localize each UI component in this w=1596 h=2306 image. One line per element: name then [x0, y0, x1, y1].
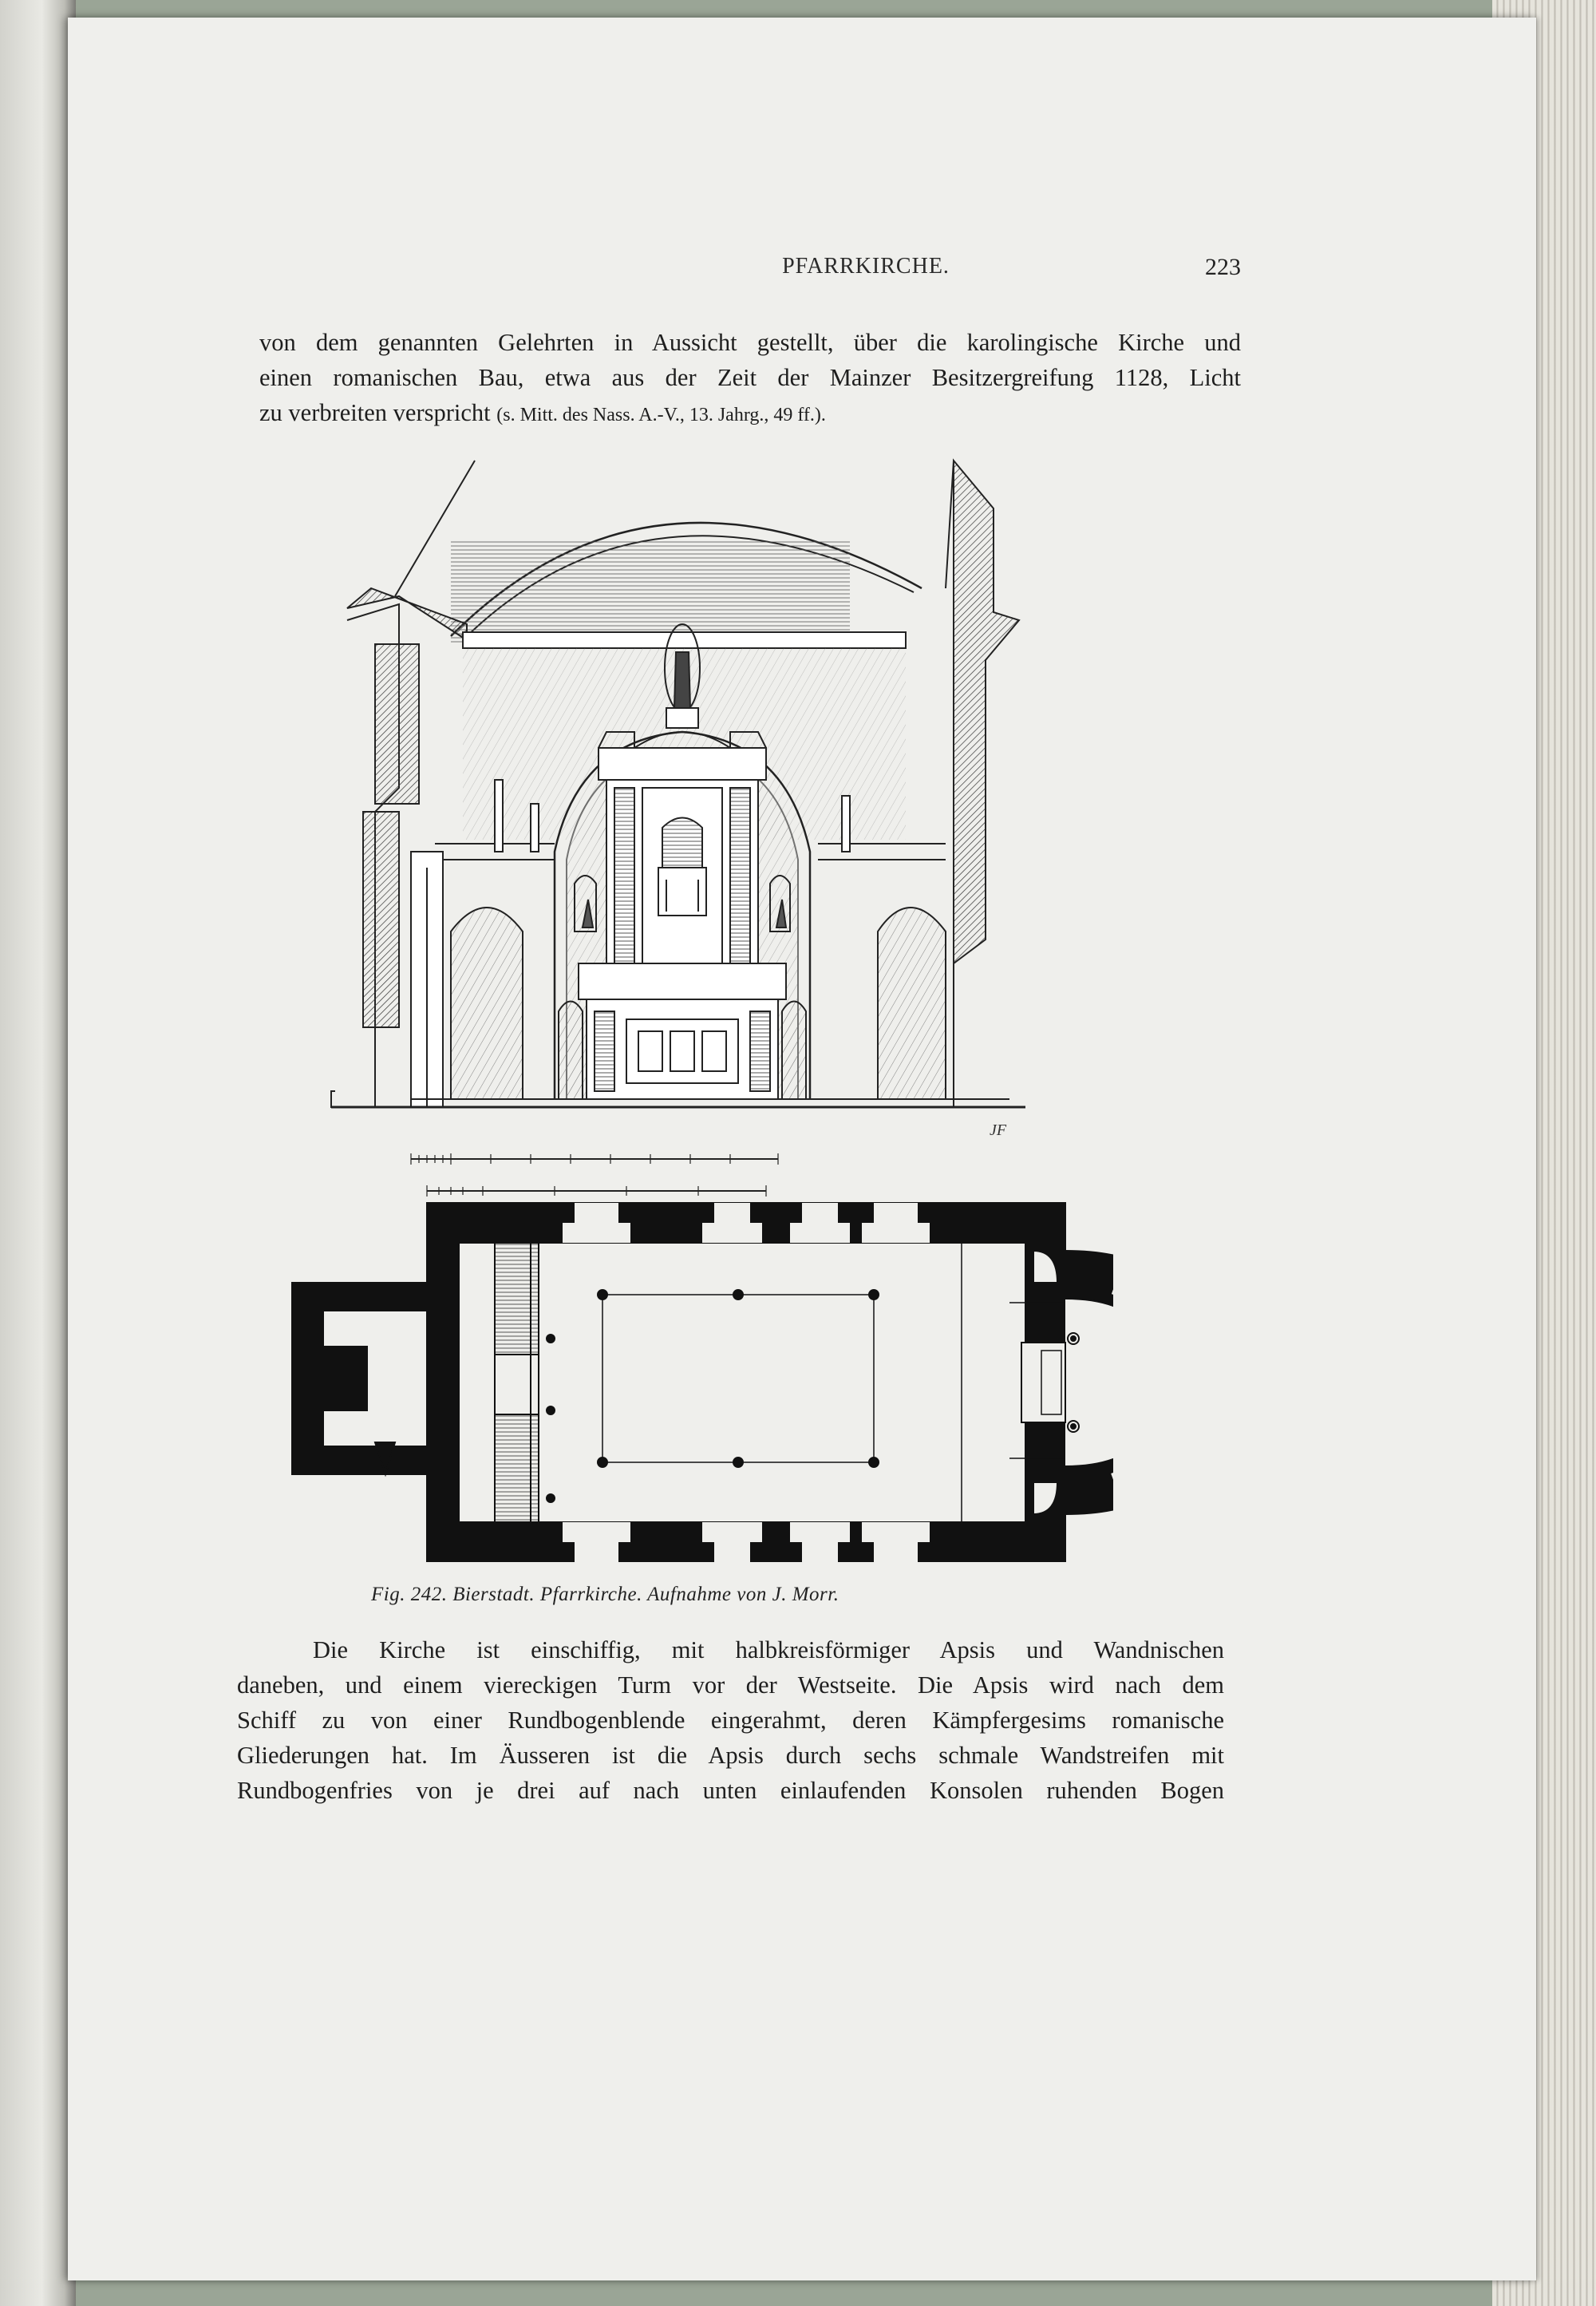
- text-line-main: zu verbreiten verspricht: [259, 399, 491, 426]
- running-head: PFARRKIRCHE.: [782, 254, 950, 279]
- citation: (s. Mitt. des Nass. A.-V., 13. Jahrg., 49 ff.).: [496, 405, 826, 425]
- top-paragraph: [259, 325, 1241, 433]
- church-ground-plan: [291, 1203, 1113, 1562]
- artist-signature: JF: [990, 1121, 1007, 1139]
- text-line: Gliederungen hat. Im Äusseren ist die Apsis durch sechs schmale Wandstreifen mit: [237, 1742, 1224, 1769]
- left-facing-page-edge: [0, 0, 76, 2306]
- text-line: von dem genannten Gelehrten in Aussicht gestellt, über die karolingische Kirche und: [259, 329, 1241, 356]
- church-section-elevation: [331, 461, 1025, 1107]
- figure-church-drawing: [291, 453, 1113, 1562]
- text-line: Die Kirche ist einschiffig, mit halbkreisförmiger Apsis und Wandnischen: [313, 1636, 1224, 1663]
- text-line: daneben, und einem viereckigen Turm vor der Westseite. Die Apsis wird nach dem: [237, 1671, 1224, 1699]
- book-page: [68, 18, 1536, 2280]
- figure-caption: Fig. 242. Bierstadt. Pfarrkirche. Aufnahme von J. Morr.: [371, 1584, 839, 1605]
- text-line: [259, 395, 1241, 433]
- scale-bars: [411, 1153, 778, 1197]
- text-line: Rundbogenfries von je drei auf nach unten einlaufenden Konsolen ruhenden Bogen: [237, 1777, 1224, 1804]
- text-line: einen romanischen Bau, etwa aus der Zeit der Mainzer Besitzergreifung 1128, Licht: [259, 364, 1241, 391]
- page-number: 223: [1205, 254, 1241, 280]
- body-paragraph: [237, 1632, 1224, 1808]
- text-line: Schiff zu von einer Rundbogenblende eingerahmt, deren Kämpfergesims romanische: [237, 1707, 1224, 1734]
